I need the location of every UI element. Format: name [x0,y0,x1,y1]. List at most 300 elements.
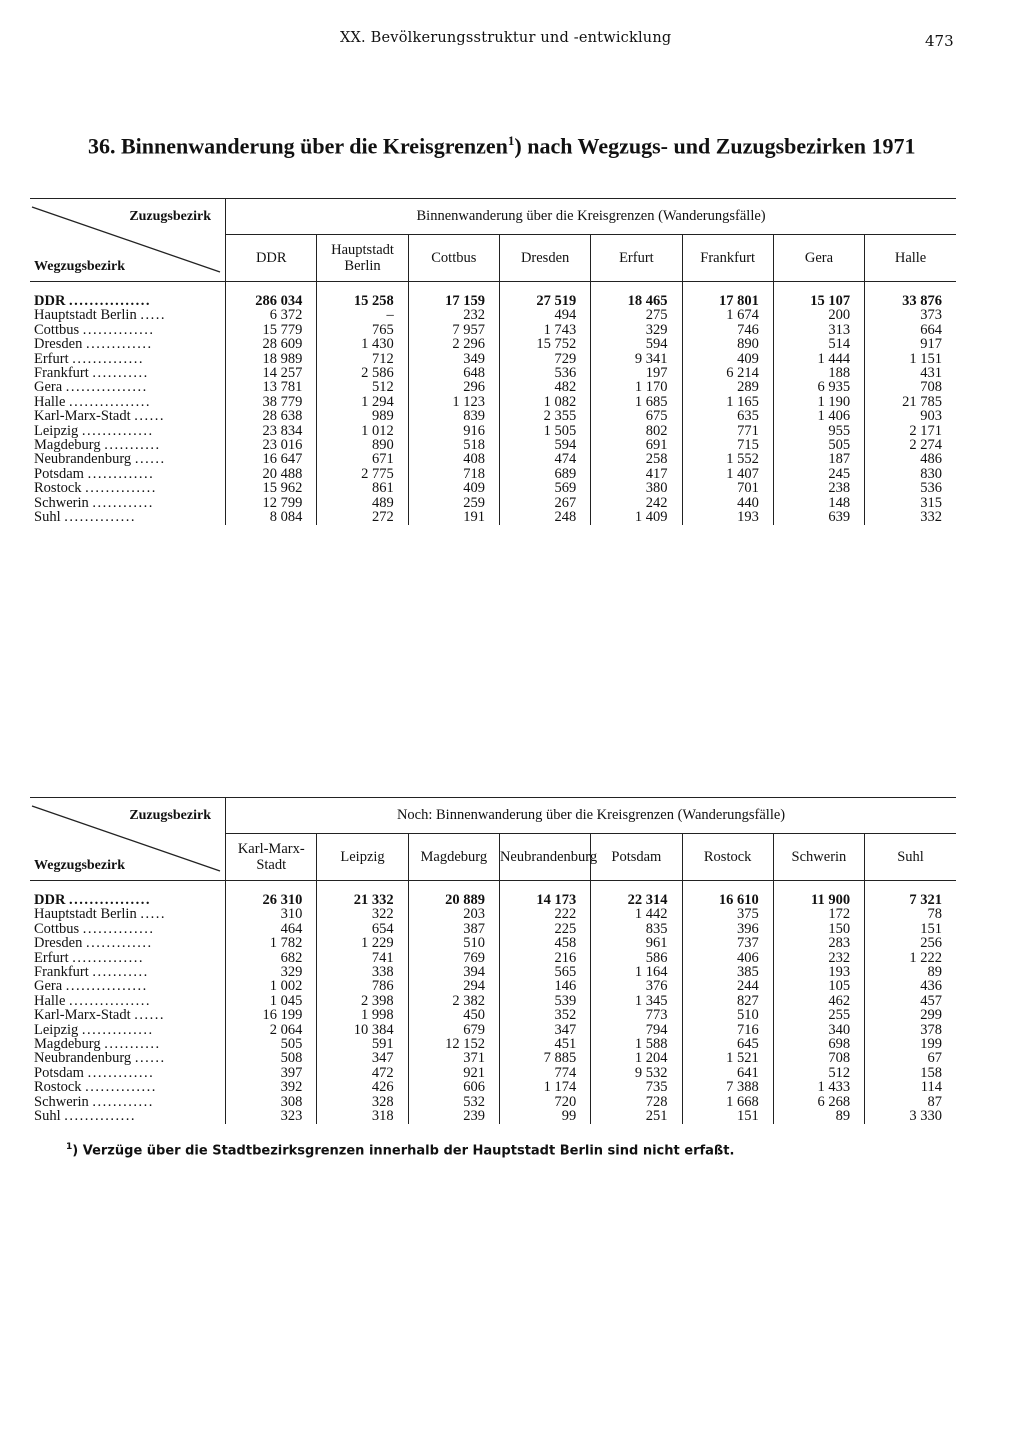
table-cell: 1 521 [682,1051,773,1065]
row-label [30,1066,226,1080]
table-row [30,1080,956,1094]
table-cell: 827 [682,994,773,1008]
table-row [30,1066,956,1080]
leader-dots: ........... [104,438,161,453]
table-title-suffix: ) nach Wegzugs- und Zuzugsbezirken 1971 [514,133,916,159]
table-cell: 486 [865,452,956,466]
leader-dots: ........... [92,366,149,381]
table-cell: 1 174 [499,1080,590,1094]
row-label-text: Cottbus [34,921,80,937]
row-label [30,452,226,466]
table-cell: 9 532 [591,1066,682,1080]
row-label-text: Karl-Marx-Stadt [34,409,131,424]
leader-dots: .............. [72,950,144,966]
row-label-text: Halle [34,993,66,1009]
leader-dots: .............. [64,1109,136,1124]
leader-dots: ............. [87,466,155,482]
table-cell: 741 [317,951,408,965]
table-cell: 917 [865,337,956,351]
row-label [30,424,226,438]
table-cell: 17 159 [408,294,499,308]
table-row [30,380,956,394]
table-cell: 14 257 [226,366,317,380]
table-cell: 474 [499,452,590,466]
table-cell: 191 [408,510,499,524]
table-cell: 373 [865,308,956,322]
table-cell: 2 398 [317,994,408,1008]
leader-dots: ...... [134,1051,166,1066]
table-cell: 457 [865,994,956,1008]
table-row [30,395,956,409]
table-cell: 440 [682,496,773,510]
table-cell: 718 [408,467,499,481]
column-header: DDR [226,235,317,282]
column-header: Hauptstadt Berlin [317,235,408,282]
table-cell: 200 [773,308,864,322]
table-cell: 148 [773,496,864,510]
table-cell: 27 519 [499,294,590,308]
leader-dots: ................ [69,893,152,908]
table-row [30,337,956,351]
table-cell: 539 [499,994,590,1008]
leader-dots: ............ [92,1094,154,1110]
table-cell: 259 [408,496,499,510]
table-cell: 6 268 [773,1095,864,1109]
leader-dots: .............. [85,1080,157,1095]
table-cell: 802 [591,424,682,438]
row-label [30,951,226,965]
table-cell: 15 258 [317,294,408,308]
table-cell: 20 889 [408,893,499,907]
table-cell: 67 [865,1051,956,1065]
table-cell: 2 171 [865,424,956,438]
table-cell: 8 084 [226,510,317,524]
table-cell: 1 002 [226,979,317,993]
row-label-text: Magdeburg [34,438,101,453]
leader-dots: ...... [134,1008,166,1023]
table-cell: 16 610 [682,893,773,907]
table-cell: 188 [773,366,864,380]
table-cell: 1 164 [591,965,682,979]
column-header: Potsdam [591,834,682,881]
column-header: Rostock [682,834,773,881]
corner-destination-label: Zuzugsbezirk [129,808,211,823]
table-cell: 645 [682,1037,773,1051]
table-row [30,1008,956,1022]
column-header: Leipzig [317,834,408,881]
table-part-1 [30,198,956,525]
table-cell: 565 [499,965,590,979]
row-label [30,409,226,423]
table-cell: 378 [865,1023,956,1037]
table-row [30,323,956,337]
table-cell: 1 505 [499,424,590,438]
table-cell: 594 [591,337,682,351]
row-label-text: Schwerin [34,495,89,511]
table-cell: 921 [408,1066,499,1080]
row-label [30,496,226,510]
leader-dots: ............. [87,1065,155,1081]
table-cell: 671 [317,452,408,466]
table-cell: 14 173 [499,893,590,907]
table-cell: 9 341 [591,352,682,366]
table-cell: 675 [591,409,682,423]
table-cell: 146 [499,979,590,993]
leader-dots: .............. [85,481,157,496]
table-corner [30,798,226,881]
table-cell: 197 [591,366,682,380]
table-cell: 376 [591,979,682,993]
row-label [30,979,226,993]
table-cell: 664 [865,323,956,337]
table-cell: 708 [865,380,956,394]
table-cell: 794 [591,1023,682,1037]
row-label-text: Neubrandenburg [34,452,132,467]
table-cell: 1 406 [773,409,864,423]
page-number: 473 [925,32,954,50]
table-cell: 7 321 [865,893,956,907]
row-label [30,1023,226,1037]
table-cell: 1 045 [226,994,317,1008]
leader-dots: ..... [140,308,166,323]
leader-dots: .............. [64,510,136,525]
table-cell: 18 989 [226,352,317,366]
table-corner [30,199,226,282]
row-label-text: Frankfurt [34,965,89,980]
table-cell: 1 674 [682,308,773,322]
table-cell: 1 552 [682,452,773,466]
leader-dots: .............. [72,351,144,367]
table-cell: 472 [317,1066,408,1080]
row-label-text: Dresden [34,936,83,951]
table-cell: 409 [408,481,499,495]
table-cell: 1 782 [226,936,317,950]
table-cell: 591 [317,1037,408,1051]
table-cell: 225 [499,922,590,936]
table-cell: 2 586 [317,366,408,380]
row-label-text: Suhl [34,1109,61,1124]
table-cell: – [317,308,408,322]
table-cell: 890 [682,337,773,351]
table-cell: 830 [865,467,956,481]
table-cell: 514 [773,337,864,351]
table-cell: 2 274 [865,438,956,452]
table-cell: 296 [408,380,499,394]
table-cell: 22 314 [591,893,682,907]
table-cell: 1 229 [317,936,408,950]
table-cell: 839 [408,409,499,423]
table-cell: 835 [591,922,682,936]
column-header: Schwerin [773,834,864,881]
row-label-text: Frankfurt [34,366,89,381]
table-row [30,994,956,1008]
row-label-text: Leipzig [34,423,79,439]
table-cell: 15 107 [773,294,864,308]
table-cell: 464 [226,922,317,936]
table-row [30,424,956,438]
row-label-text: Leipzig [34,1022,79,1038]
table-cell: 329 [591,323,682,337]
table-row [30,294,956,308]
table-cell: 729 [499,352,590,366]
table-cell: 408 [408,452,499,466]
leader-dots: ........... [92,965,149,980]
table-cell: 737 [682,936,773,950]
table-cell: 648 [408,366,499,380]
table-cell: 33 876 [865,294,956,308]
table-cell: 426 [317,1080,408,1094]
row-label-text: Karl-Marx-Stadt [34,1008,131,1023]
table-cell: 955 [773,424,864,438]
table-title-prefix: 36. Binnenwanderung über die Kreisgrenzen [88,133,508,159]
table-row [30,452,956,466]
table-cell: 313 [773,323,864,337]
table-cell: 1 998 [317,1008,408,1022]
row-label-text: DDR [34,294,66,309]
table-cell: 532 [408,1095,499,1109]
table-row [30,951,956,965]
table-cell: 417 [591,467,682,481]
table-cell: 114 [865,1080,956,1094]
leader-dots: .............. [81,423,154,439]
table-cell: 187 [773,452,864,466]
row-label [30,395,226,409]
table-cell: 1 433 [773,1080,864,1094]
corner-origin-label: Wegzugsbezirk [34,858,125,873]
row-label [30,308,226,322]
table-cell: 716 [682,1023,773,1037]
table-cell: 21 785 [865,395,956,409]
table-cell: 436 [865,979,956,993]
table-cell: 15 962 [226,481,317,495]
row-label-text: Erfurt [34,351,69,367]
table-cell: 105 [773,979,864,993]
table-cell: 396 [682,922,773,936]
table-row [30,481,956,495]
column-header: Karl-Marx-Stadt [226,834,317,881]
column-header: Gera [773,235,864,282]
table-cell: 245 [773,467,864,481]
table-cell: 6 935 [773,380,864,394]
table-cell: 508 [226,1051,317,1065]
row-label-text: DDR [34,893,66,908]
table-cell: 1 294 [317,395,408,409]
table-cell: 251 [591,1109,682,1123]
section-title: XX. Bevölkerungsstruktur und -entwicklung [340,30,672,46]
table-row [30,467,956,481]
table-cell: 1 222 [865,951,956,965]
table-cell: 352 [499,1008,590,1022]
leader-dots: ................ [65,979,148,994]
row-label [30,481,226,495]
table-cell: 771 [682,424,773,438]
table-cell: 28 638 [226,409,317,423]
table-cell: 256 [865,936,956,950]
table-cell: 510 [682,1008,773,1022]
table-cell: 510 [408,936,499,950]
row-label [30,1051,226,1065]
table-row [30,1023,956,1037]
table-cell: 450 [408,1008,499,1022]
table-cell: 2 775 [317,467,408,481]
table-cell: 1 204 [591,1051,682,1065]
table-cell: 15 752 [499,337,590,351]
table-cell: 1 409 [591,510,682,524]
table-cell: 375 [682,907,773,921]
row-label [30,965,226,979]
table-cell: 635 [682,409,773,423]
table-cell: 87 [865,1095,956,1109]
table-cell: 38 779 [226,395,317,409]
table-cell: 258 [591,452,682,466]
table-cell: 431 [865,366,956,380]
table-cell: 387 [408,922,499,936]
table-part-2 [30,797,956,1124]
row-label [30,907,226,921]
table-cell: 232 [773,951,864,965]
row-label-text: Potsdam [34,466,84,482]
table-cell: 494 [499,308,590,322]
table-cell: 89 [865,965,956,979]
leader-dots: .............. [82,322,155,338]
table-cell: 1 685 [591,395,682,409]
row-label [30,337,226,351]
row-label [30,1095,226,1109]
table-cell: 1 165 [682,395,773,409]
table-cell: 193 [773,965,864,979]
column-group-header: Binnenwanderung über die Kreisgrenzen (Wanderungsfälle) [226,199,956,235]
table-cell: 451 [499,1037,590,1051]
corner-destination-label: Zuzugsbezirk [129,209,211,224]
row-label [30,922,226,936]
table-cell: 294 [408,979,499,993]
table-cell: 21 332 [317,893,408,907]
row-label [30,994,226,1008]
table-row [30,308,956,322]
table-cell: 720 [499,1095,590,1109]
table-cell: 394 [408,965,499,979]
table-cell: 406 [682,951,773,965]
table-cell: 1 151 [865,352,956,366]
table-cell: 172 [773,907,864,921]
table-cell: 338 [317,965,408,979]
leader-dots: ................ [65,380,148,395]
table-cell: 961 [591,936,682,950]
table-cell: 13 781 [226,380,317,394]
table-cell: 2 064 [226,1023,317,1037]
table-row [30,1095,956,1109]
table-cell: 11 900 [773,893,864,907]
table-cell: 151 [865,922,956,936]
table-cell: 151 [682,1109,773,1123]
table-cell: 1 444 [773,352,864,366]
table-cell: 244 [682,979,773,993]
table-cell: 689 [499,467,590,481]
row-label-text: Cottbus [34,322,80,338]
row-label-text: Hauptstadt Berlin [34,308,137,323]
table-cell: 23 016 [226,438,317,452]
table-cell: 255 [773,1008,864,1022]
table-cell: 308 [226,1095,317,1109]
table-cell: 679 [408,1023,499,1037]
row-label-text: Suhl [34,510,61,525]
table-cell: 7 957 [408,323,499,337]
table-cell: 203 [408,907,499,921]
table-body [30,282,956,525]
row-label [30,1037,226,1051]
table-cell: 6 214 [682,366,773,380]
table-cell: 7 388 [682,1080,773,1094]
table-cell: 78 [865,907,956,921]
table-cell: 2 382 [408,994,499,1008]
leader-dots: ............. [85,936,153,951]
table-cell: 916 [408,424,499,438]
table-cell: 512 [773,1066,864,1080]
table-row [30,352,956,366]
table-cell: 505 [773,438,864,452]
row-label [30,510,226,524]
table-cell: 712 [317,352,408,366]
table-cell: 409 [682,352,773,366]
table-cell: 12 152 [408,1037,499,1051]
table-row [30,1109,956,1123]
table-cell: 698 [773,1037,864,1051]
table-cell: 1 345 [591,994,682,1008]
table-cell: 299 [865,1008,956,1022]
table-cell: 20 488 [226,467,317,481]
table-row [30,510,956,524]
row-label-text: Potsdam [34,1065,84,1081]
footnote-number: 1 [66,1142,73,1152]
table-cell: 150 [773,922,864,936]
table-cell: 318 [317,1109,408,1123]
table-row [30,922,956,936]
row-label-text: Rostock [34,1080,82,1095]
table-row [30,965,956,979]
footnote [66,1142,734,1158]
table-cell: 340 [773,1023,864,1037]
table-row [30,409,956,423]
table-cell: 765 [317,323,408,337]
table-cell: 6 372 [226,308,317,322]
table-cell: 322 [317,907,408,921]
table-cell: 385 [682,965,773,979]
table-cell: 392 [226,1080,317,1094]
table-row [30,893,956,907]
table-cell: 903 [865,409,956,423]
table-cell: 238 [773,481,864,495]
table-cell: 1 407 [682,467,773,481]
table-cell: 193 [682,510,773,524]
row-label-text: Magdeburg [34,1037,101,1052]
table-row [30,496,956,510]
column-header: Frankfurt [682,235,773,282]
row-label [30,366,226,380]
table-cell: 1 082 [499,395,590,409]
table-cell: 10 384 [317,1023,408,1037]
migration-table-2 [30,797,956,1124]
footnote-marker: 1 [507,133,515,148]
table-cell: 15 779 [226,323,317,337]
leader-dots: ........... [104,1037,161,1052]
table-cell: 489 [317,496,408,510]
table-cell: 715 [682,438,773,452]
table-cell: 691 [591,438,682,452]
table-cell: 286 034 [226,294,317,308]
leader-dots: .............. [81,1022,154,1038]
leader-dots: ................ [69,294,152,309]
table-cell: 347 [499,1023,590,1037]
